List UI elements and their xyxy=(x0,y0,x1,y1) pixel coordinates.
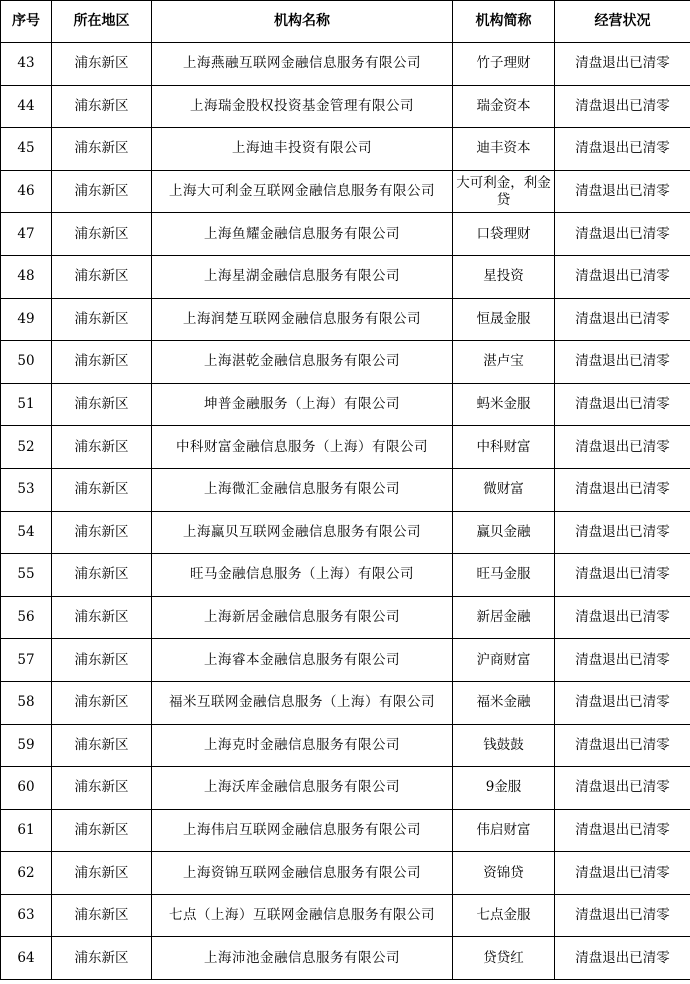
cell-short: 钱鼓鼓 xyxy=(453,724,555,767)
cell-region: 浦东新区 xyxy=(52,85,152,128)
cell-name: 中科财富金融信息服务（上海）有限公司 xyxy=(152,426,453,469)
header-region: 所在地区 xyxy=(52,1,152,43)
cell-region: 浦东新区 xyxy=(52,852,152,895)
cell-region: 浦东新区 xyxy=(52,596,152,639)
cell-no: 44 xyxy=(1,85,52,128)
table-row xyxy=(1,894,690,937)
cell-status: 清盘退出已清零 xyxy=(555,809,690,852)
cell-short: 赢贝金融 xyxy=(453,511,555,554)
cell-short: 竹子理财 xyxy=(453,43,555,86)
cell-no: 59 xyxy=(1,724,52,767)
cell-name: 坤普金融服务（上海）有限公司 xyxy=(152,383,453,426)
cell-status: 清盘退出已清零 xyxy=(555,128,690,171)
cell-name: 上海瑞金股权投资基金管理有限公司 xyxy=(152,85,453,128)
cell-name: 上海沃库金融信息服务有限公司 xyxy=(152,767,453,810)
cell-no: 45 xyxy=(1,128,52,171)
cell-no: 50 xyxy=(1,341,52,384)
cell-short: 恒晟金服 xyxy=(453,298,555,341)
cell-region: 浦东新区 xyxy=(52,681,152,724)
cell-status: 清盘退出已清零 xyxy=(555,767,690,810)
table-row xyxy=(1,43,690,86)
cell-name: 福米互联网金融信息服务（上海）有限公司 xyxy=(152,681,453,724)
cell-no: 43 xyxy=(1,43,52,86)
cell-no: 46 xyxy=(1,170,52,213)
cell-no: 58 xyxy=(1,681,52,724)
cell-name: 上海赢贝互联网金融信息服务有限公司 xyxy=(152,511,453,554)
table-row xyxy=(1,767,690,810)
cell-region: 浦东新区 xyxy=(52,767,152,810)
cell-region: 浦东新区 xyxy=(52,298,152,341)
cell-short: 福米金融 xyxy=(453,681,555,724)
cell-short: 新居金融 xyxy=(453,596,555,639)
table-row xyxy=(1,554,690,597)
cell-no: 60 xyxy=(1,767,52,810)
cell-short: 星投资 xyxy=(453,255,555,298)
cell-name: 七点（上海）互联网金融信息服务有限公司 xyxy=(152,894,453,937)
cell-short: 大可利金，利金贷 xyxy=(453,170,555,213)
cell-short: 湛卢宝 xyxy=(453,341,555,384)
cell-status: 清盘退出已清零 xyxy=(555,639,690,682)
table-row xyxy=(1,213,690,256)
cell-region: 浦东新区 xyxy=(52,213,152,256)
cell-no: 51 xyxy=(1,383,52,426)
cell-name: 上海伟启互联网金融信息服务有限公司 xyxy=(152,809,453,852)
cell-status: 清盘退出已清零 xyxy=(555,894,690,937)
table-row xyxy=(1,341,690,384)
cell-no: 48 xyxy=(1,255,52,298)
cell-no: 57 xyxy=(1,639,52,682)
cell-short: 迪丰资本 xyxy=(453,128,555,171)
cell-region: 浦东新区 xyxy=(52,554,152,597)
cell-short: 沪商财富 xyxy=(453,639,555,682)
header-row xyxy=(1,1,690,43)
cell-status: 清盘退出已清零 xyxy=(555,341,690,384)
cell-no: 62 xyxy=(1,852,52,895)
cell-no: 55 xyxy=(1,554,52,597)
table-row xyxy=(1,170,690,213)
cell-region: 浦东新区 xyxy=(52,894,152,937)
table-row xyxy=(1,809,690,852)
cell-region: 浦东新区 xyxy=(52,43,152,86)
table-row xyxy=(1,852,690,895)
table-row xyxy=(1,128,690,171)
cell-name: 上海湛乾金融信息服务有限公司 xyxy=(152,341,453,384)
cell-short: 资锦贷 xyxy=(453,852,555,895)
cell-region: 浦东新区 xyxy=(52,468,152,511)
cell-name: 旺马金融信息服务（上海）有限公司 xyxy=(152,554,453,597)
cell-status: 清盘退出已清零 xyxy=(555,383,690,426)
header-name: 机构名称 xyxy=(152,1,453,43)
cell-short: 口袋理财 xyxy=(453,213,555,256)
cell-short: 七点金服 xyxy=(453,894,555,937)
cell-name: 上海微汇金融信息服务有限公司 xyxy=(152,468,453,511)
cell-region: 浦东新区 xyxy=(52,724,152,767)
cell-status: 清盘退出已清零 xyxy=(555,852,690,895)
cell-no: 47 xyxy=(1,213,52,256)
cell-no: 52 xyxy=(1,426,52,469)
cell-short: 9金服 xyxy=(453,767,555,810)
header-short: 机构简称 xyxy=(453,1,555,43)
cell-name: 上海迪丰投资有限公司 xyxy=(152,128,453,171)
cell-status: 清盘退出已清零 xyxy=(555,468,690,511)
table-body xyxy=(1,43,690,980)
cell-region: 浦东新区 xyxy=(52,937,152,980)
cell-name: 上海星湖金融信息服务有限公司 xyxy=(152,255,453,298)
header-status: 经营状况 xyxy=(555,1,690,43)
cell-name: 上海大可利金互联网金融信息服务有限公司 xyxy=(152,170,453,213)
table-row xyxy=(1,383,690,426)
header-no: 序号 xyxy=(1,1,52,43)
cell-status: 清盘退出已清零 xyxy=(555,170,690,213)
table-row xyxy=(1,298,690,341)
cell-status: 清盘退出已清零 xyxy=(555,255,690,298)
cell-short: 微财富 xyxy=(453,468,555,511)
cell-status: 清盘退出已清零 xyxy=(555,724,690,767)
cell-status: 清盘退出已清零 xyxy=(555,298,690,341)
table-row xyxy=(1,468,690,511)
cell-no: 61 xyxy=(1,809,52,852)
cell-no: 56 xyxy=(1,596,52,639)
cell-short: 中科财富 xyxy=(453,426,555,469)
cell-no: 54 xyxy=(1,511,52,554)
cell-region: 浦东新区 xyxy=(52,170,152,213)
cell-region: 浦东新区 xyxy=(52,341,152,384)
cell-name: 上海沛池金融信息服务有限公司 xyxy=(152,937,453,980)
table-row xyxy=(1,85,690,128)
cell-status: 清盘退出已清零 xyxy=(555,213,690,256)
cell-status: 清盘退出已清零 xyxy=(555,511,690,554)
cell-status: 清盘退出已清零 xyxy=(555,596,690,639)
cell-region: 浦东新区 xyxy=(52,128,152,171)
cell-status: 清盘退出已清零 xyxy=(555,85,690,128)
cell-short: 贷贷红 xyxy=(453,937,555,980)
cell-status: 清盘退出已清零 xyxy=(555,426,690,469)
table-row xyxy=(1,426,690,469)
table-row xyxy=(1,639,690,682)
cell-region: 浦东新区 xyxy=(52,511,152,554)
cell-region: 浦东新区 xyxy=(52,383,152,426)
cell-status: 清盘退出已清零 xyxy=(555,937,690,980)
cell-no: 64 xyxy=(1,937,52,980)
cell-name: 上海燕融互联网金融信息服务有限公司 xyxy=(152,43,453,86)
cell-name: 上海鱼耀金融信息服务有限公司 xyxy=(152,213,453,256)
table-row xyxy=(1,255,690,298)
cell-short: 蚂米金服 xyxy=(453,383,555,426)
table-row xyxy=(1,937,690,980)
cell-name: 上海新居金融信息服务有限公司 xyxy=(152,596,453,639)
cell-no: 53 xyxy=(1,468,52,511)
cell-name: 上海睿本金融信息服务有限公司 xyxy=(152,639,453,682)
cell-status: 清盘退出已清零 xyxy=(555,43,690,86)
table-row xyxy=(1,724,690,767)
cell-region: 浦东新区 xyxy=(52,639,152,682)
cell-region: 浦东新区 xyxy=(52,426,152,469)
cell-status: 清盘退出已清零 xyxy=(555,554,690,597)
cell-short: 旺马金服 xyxy=(453,554,555,597)
cell-region: 浦东新区 xyxy=(52,255,152,298)
table-row xyxy=(1,511,690,554)
cell-short: 瑞金资本 xyxy=(453,85,555,128)
cell-status: 清盘退出已清零 xyxy=(555,681,690,724)
cell-name: 上海润楚互联网金融信息服务有限公司 xyxy=(152,298,453,341)
cell-no: 63 xyxy=(1,894,52,937)
table-row xyxy=(1,596,690,639)
cell-region: 浦东新区 xyxy=(52,809,152,852)
cell-short: 伟启财富 xyxy=(453,809,555,852)
cell-name: 上海克时金融信息服务有限公司 xyxy=(152,724,453,767)
table-row xyxy=(1,681,690,724)
cell-name: 上海资锦互联网金融信息服务有限公司 xyxy=(152,852,453,895)
cell-no: 49 xyxy=(1,298,52,341)
